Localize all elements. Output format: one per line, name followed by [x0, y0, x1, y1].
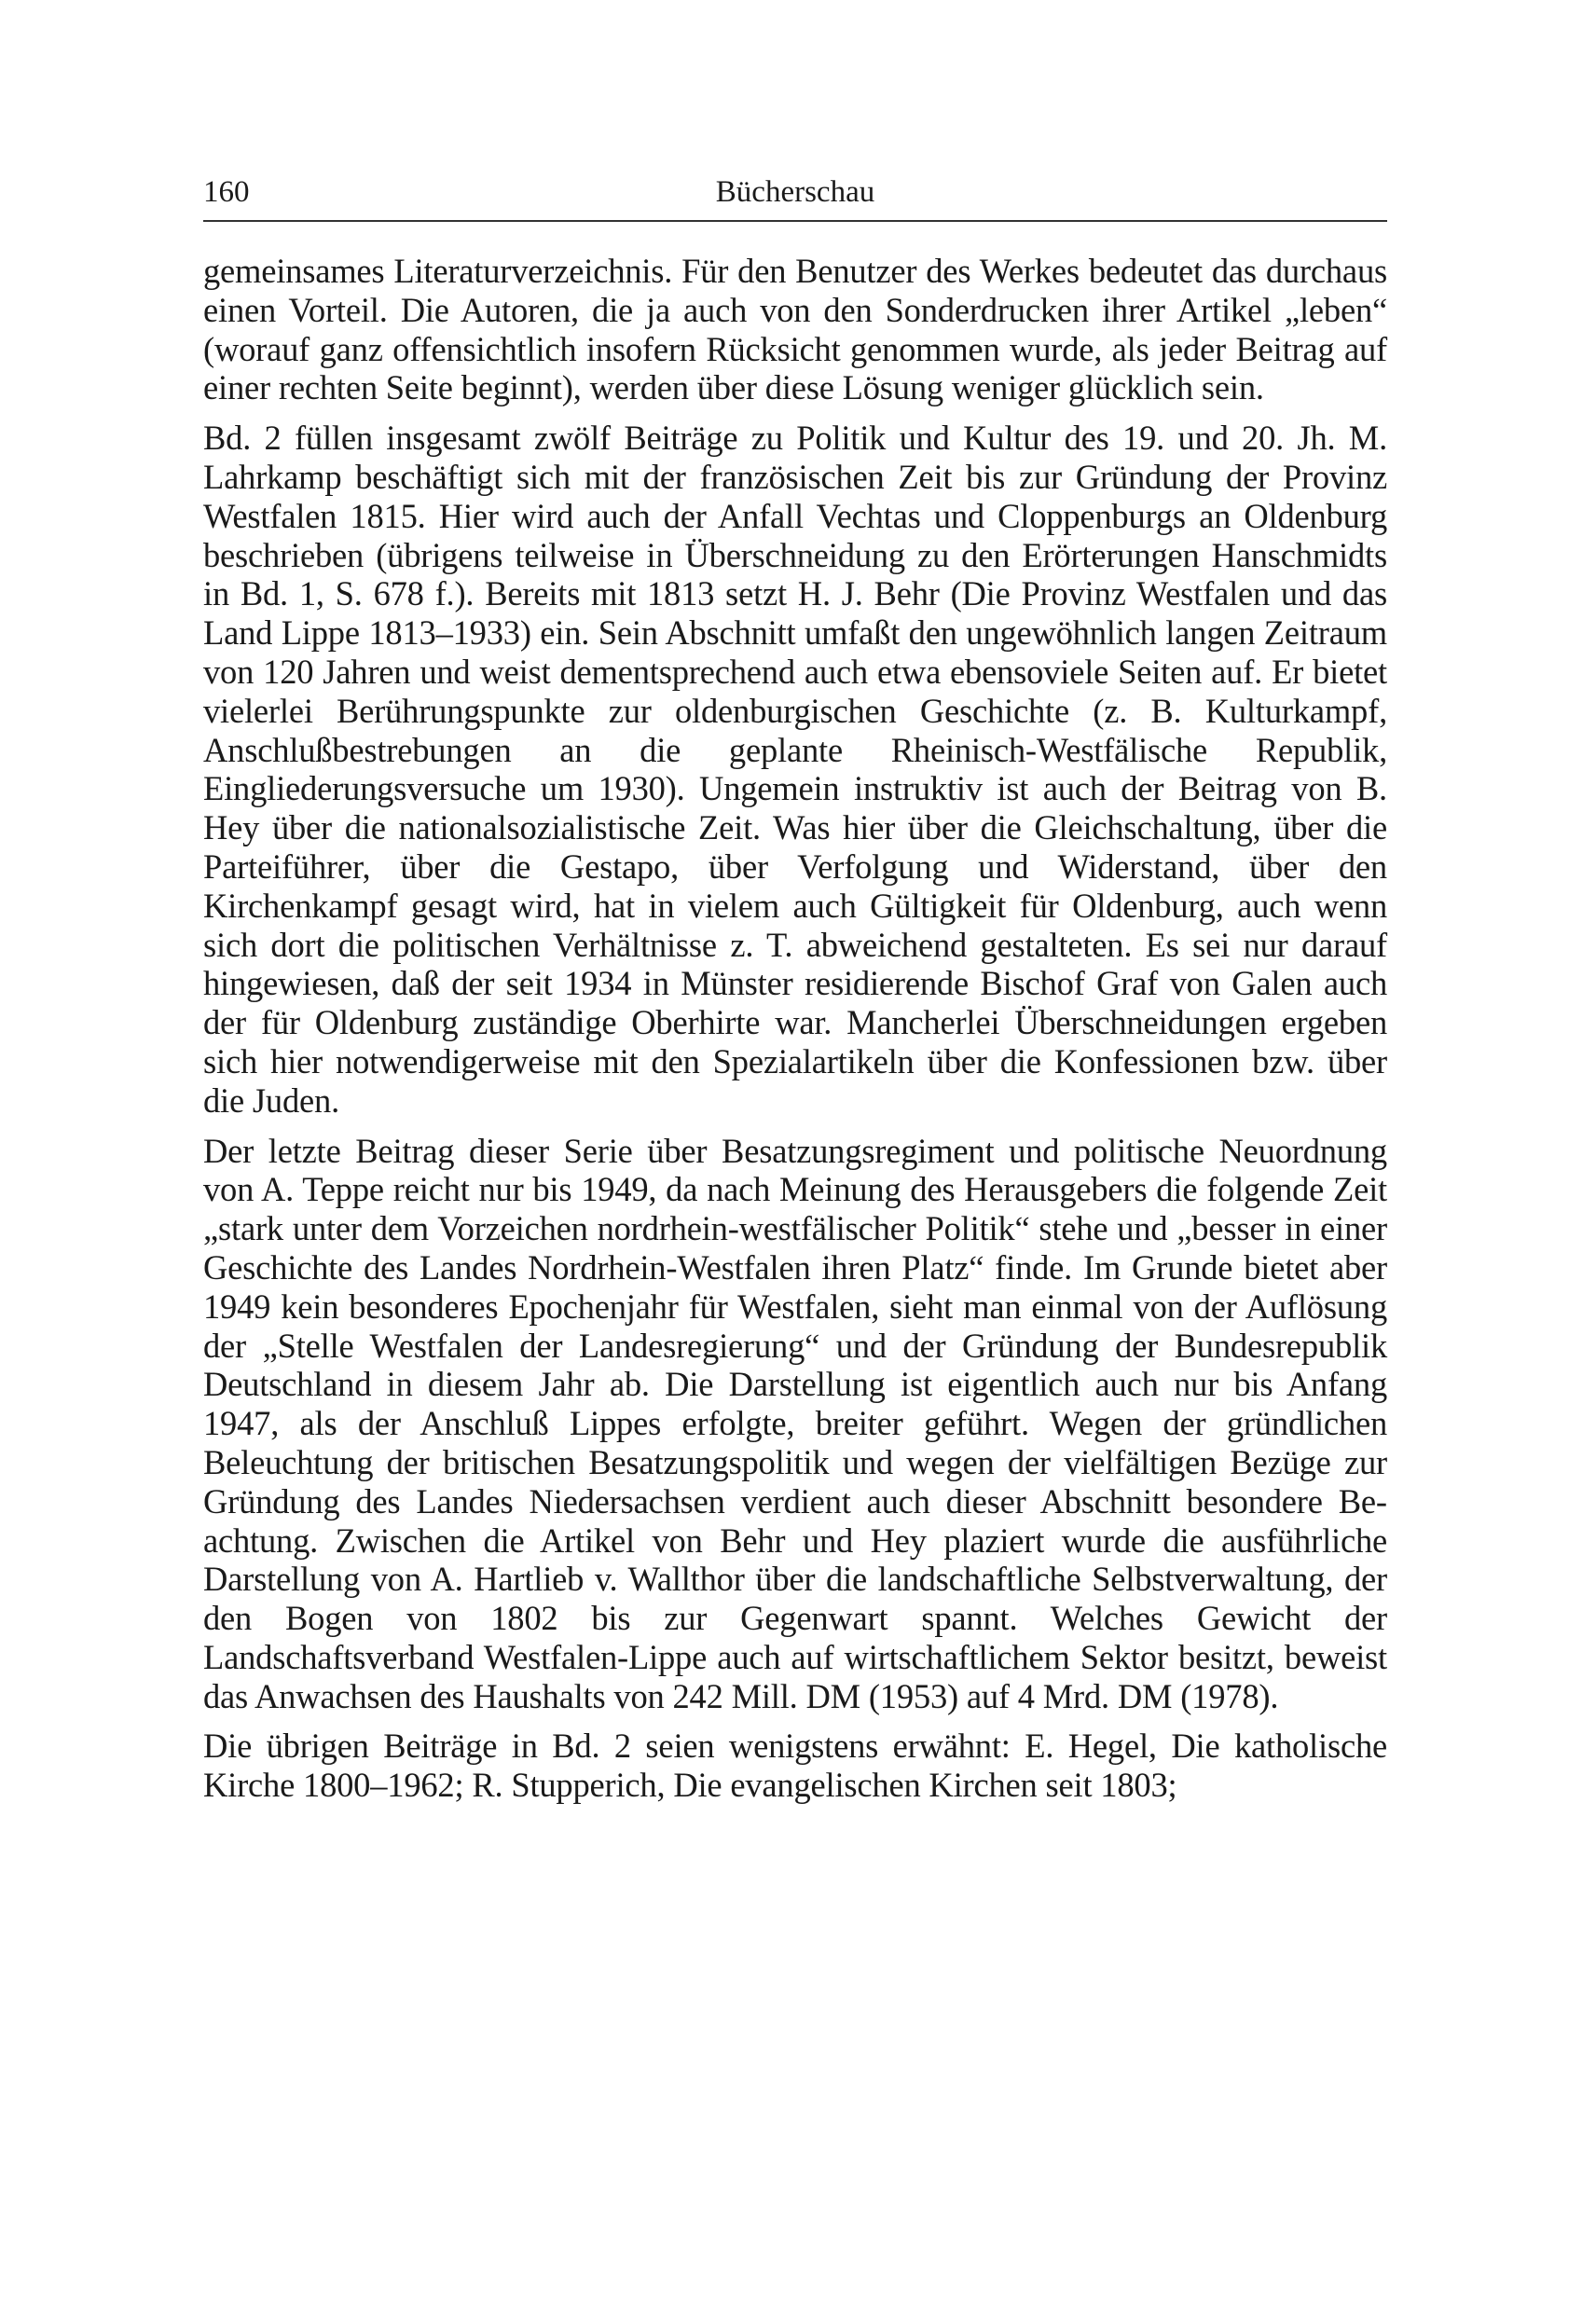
body-text: [203, 252, 1387, 1805]
paragraph-2: Bd. 2 füllen insgesamt zwölf Beiträge zu Politik und Kultur des 19. und 20. Jh. M. Lahrkamp beschäftigt sich mit der französischen Zeit bis zur Gründung der Provinz Westfalen 1815. Hier wird auch der Anfall Vechtas und Cloppenburgs an Oldenburg beschrieben (übrigens teilweise in Überschneidung zu den Erörterungen Hanschmidts in Bd. 1, S. 678 f.). Bereits mit 1813 setzt H. J. Behr (Die Provinz Westfalen und das Land Lippe 1813–1933) ein. Sein Abschnitt umfaßt den ungewöhnlich langen Zeitraum von 120 Jahren und weist dementsprechend auch etwa ebensoviele Seiten auf. Er bietet vielerlei Berührungspunkte zur oldenburgischen Geschichte (z. B. Kulturkampf, Anschlußbestrebungen an die geplante Rheinisch-Westfälische Republik, Eingliederungsversuche um 1930). Ungemein instruktiv ist auch der Beitrag von B. Hey über die nationalsozialistische Zeit. Was hier über die Gleichschaltung, über die Parteiführer, über die Gestapo, über Verfolgung und Widerstand, über den Kirchenkampf gesagt wird, hat in vielem auch Gültigkeit für Oldenburg, auch wenn sich dort die politischen Verhältnisse z. T. abweichend gestalteten. Es sei nur darauf hingewiesen, daß der seit 1934 in Münster residierende Bischof Graf von Galen auch der für Oldenburg zuständige Oberhirte war. Mancherlei Überschneidungen ergeben sich hier notwendigerweise mit den Spezialartikeln über die Konfessionen bzw. über die Juden.: [203, 419, 1387, 1120]
page-number: 160: [203, 175, 250, 209]
paragraph-1: gemeinsames Literaturverzeichnis. Für den Benutzer des Werkes bedeutet das durchaus einen Vorteil. Die Autoren, die ja auch von den Sonderdrucken ihrer Artikel „leben“ (worauf ganz offensichtlich insofern Rücksicht genommen wurde, als jeder Beitrag auf einer rechten Seite beginnt), werden über diese Lösung weniger glücklich sein.: [203, 252, 1387, 407]
header-rule: [203, 220, 1387, 222]
running-head: [203, 170, 1387, 214]
section-title: Bücherschau: [715, 175, 875, 209]
paragraph-3: Der letzte Beitrag dieser Serie über Besatzungsregiment und politische Neuordnung von A. Teppe reicht nur bis 1949, da nach Meinung des Herausgebers die folgende Zeit „stark unter dem Vorzeichen nordrhein-westfälischer Politik“ stehe und „besser in einer Geschichte des Landes Nordrhein-Westfalen ihren Platz“ finde. Im Grunde bietet aber 1949 kein besonderes Epochenjahr für Westfalen, sieht man einmal von der Auflösung der „Stelle Westfalen der Landesregierung“ und der Gründung der Bundesrepublik Deutschland in diesem Jahr ab. Die Darstellung ist eigentlich auch nur bis Anfang 1947, als der Anschluß Lippes erfolgte, breiter geführt. Wegen der gründlichen Beleuchtung der britischen Besatzungspolitik und wegen der vielfältigen Bezüge zur Gründung des Landes Niedersachsen verdient auch dieser Abschnitt besondere Beachtung. Zwischen die Artikel von Behr und Hey plaziert wurde die ausführliche Darstellung von A. Hartlieb v. Wallthor über die landschaftliche Selbstverwaltung, der den Bogen von 1802 bis zur Gegenwart spannt. Welches Gewicht der Landschaftsverband Westfalen-Lippe auch auf wirtschaftlichem Sektor besitzt, beweist das Anwachsen des Haushalts von 242 Mill. DM (1953) auf 4 Mrd. DM (1978).: [203, 1131, 1387, 1715]
paragraph-4: Die übrigen Beiträge in Bd. 2 seien wenigstens erwähnt: E. Hegel, Die katholische Kirche 1800–1962; R. Stupperich, Die evangelischen Kirchen seit 1803;: [203, 1727, 1387, 1805]
